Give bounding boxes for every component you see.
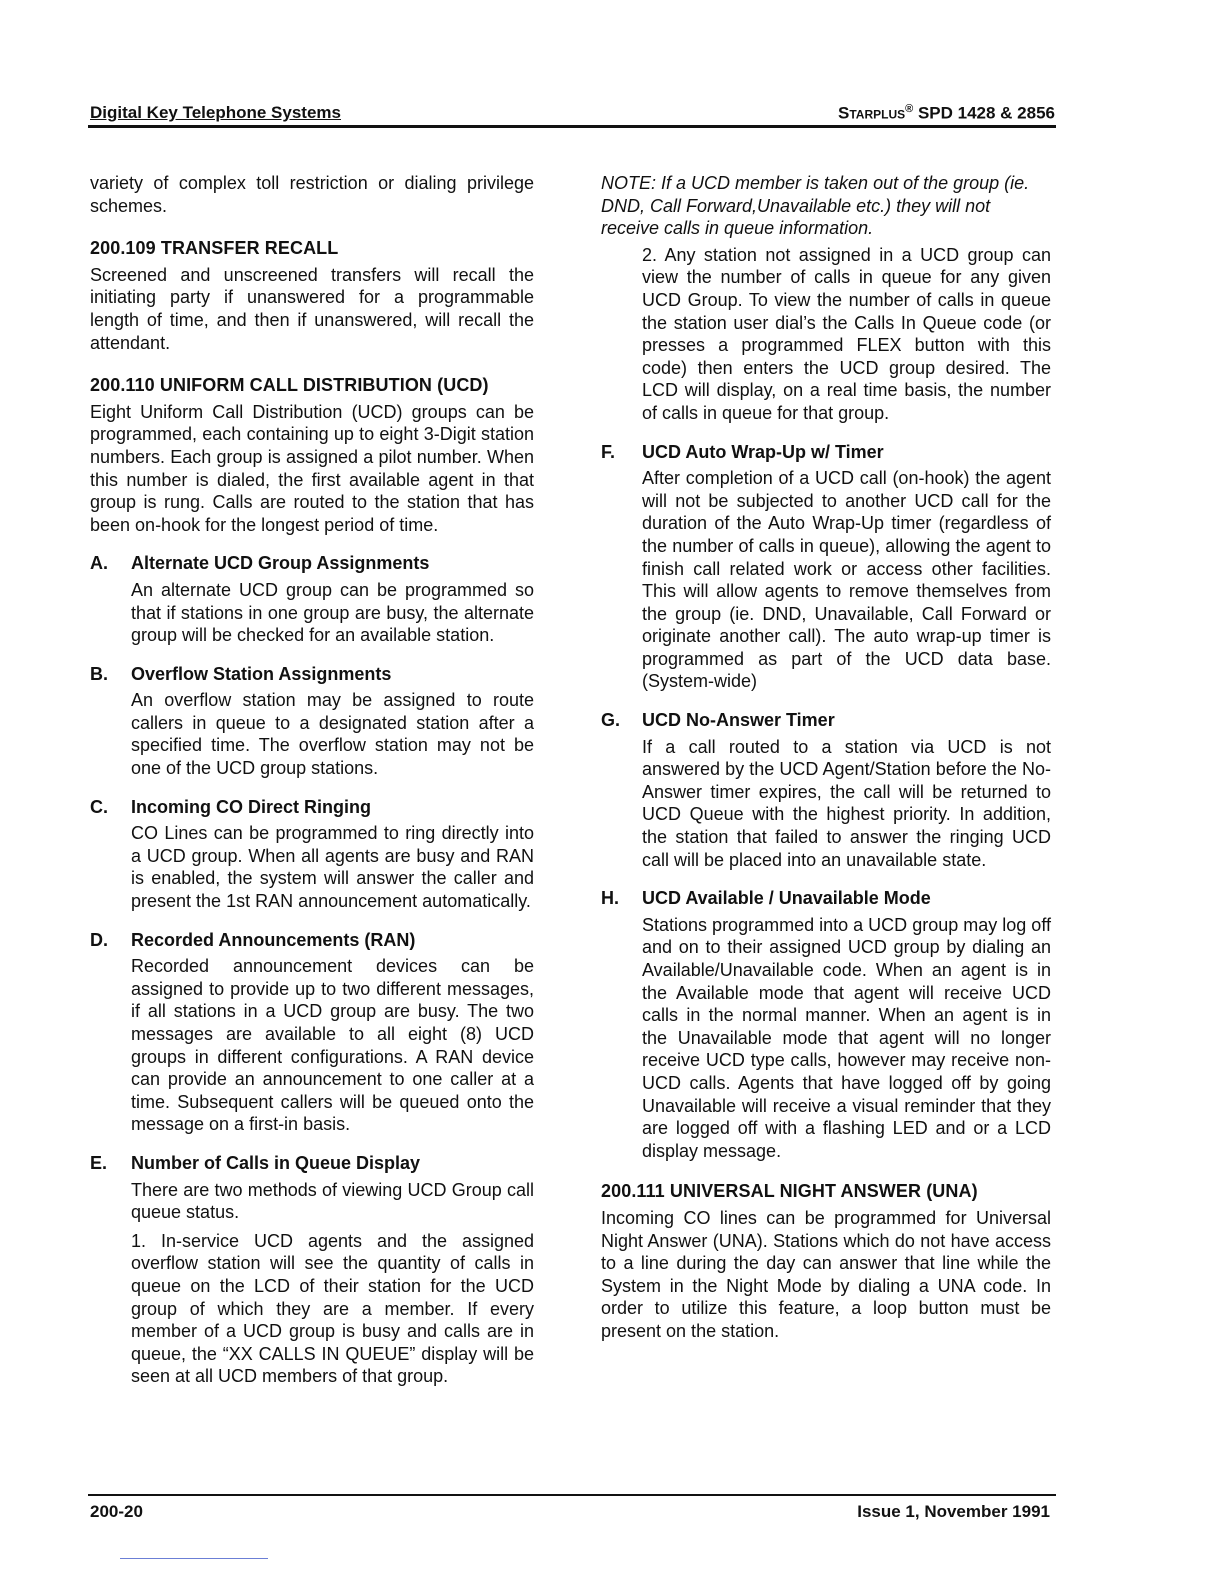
subsection-title: Incoming CO Direct Ringing xyxy=(131,796,372,817)
subsection-body: If a call routed to a station via UCD is not answered by the UCD Agent/Station before the No-Answer timer expires, the call will be returned to UCD Queue with the highest priority. In addition, the station that failed to answer the ringing UCD call will be placed into an unavailable state. xyxy=(642,736,1051,870)
subsection-a xyxy=(90,552,534,646)
subsection-title: Overflow Station Assignments xyxy=(131,663,392,684)
header-brand: Starplus xyxy=(838,103,906,123)
subsection-body: Recorded announcement devices can be assigned to provide up to two different messages, if all stations in a UCD group are busy. The two messages are available to all eight (8) UCD groups in different configurations. A RAN device can provide an announcement to one caller at a time. Subsequent callers will be queued onto the message on a first-in basis. xyxy=(131,956,534,1135)
subsection-body: An overflow station may be assigned to route callers in queue to a designated station after a specified time. The overflow station may not be one of the UCD group stations. xyxy=(131,690,534,779)
scan-artifact-line xyxy=(120,1558,268,1559)
header-rule xyxy=(88,125,1056,128)
subsection-title: Alternate UCD Group Assignments xyxy=(131,553,430,574)
right-column xyxy=(601,172,1051,1343)
subsection-body: Stations programmed into a UCD group may log off and on to their assigned UCD group by dialing an Available/Unavailable code. When an agent is in the Available mode that agent will receive UCD calls in the normal manner. When an agent is in the Unavailable mode that agent will no longer receive UCD type calls, however may receive non-UCD calls. Agents that have logged off by going Unavailable will receive a visual reminder that they are logged off with a flashing LED and or a LCD display message. xyxy=(642,914,1051,1161)
subsection-title: Recorded Announcements (RAN) xyxy=(131,929,416,950)
subsection-f xyxy=(601,441,1051,694)
subsection-letter: A. xyxy=(90,553,108,574)
subsection-letter: E. xyxy=(90,1152,108,1173)
subsection-title: Number of Calls in Queue Display xyxy=(131,1152,421,1173)
section-heading-ucd: 200.110 UNIFORM CALL DISTRIBUTION (UCD) xyxy=(90,375,489,396)
subsection-b xyxy=(90,663,534,780)
subsection-e xyxy=(90,1152,534,1388)
subsection-body: There are two methods of viewing UCD Group call queue status. xyxy=(131,1179,534,1223)
section-body-ucd: Eight Uniform Call Distribution (UCD) groups can be programmed, each containing up to eight 3-Digit station numbers. Each group is assigned a pilot number. When this number is dialed, the first available agent in that group is rung. Calls are routed to the station that has been on-hook for the longest period of time. xyxy=(90,401,534,535)
subsection-h xyxy=(601,887,1051,1162)
subsection-body: An alternate UCD group can be programmed so that if stations in one group are busy, the alternate group will be checked for an available station. xyxy=(131,579,534,646)
subsection-g xyxy=(601,709,1051,871)
page-header xyxy=(90,103,1055,125)
subsection-letter: G. xyxy=(601,710,621,731)
subsection-letter: B. xyxy=(90,663,108,684)
subsection-d xyxy=(90,929,534,1136)
left-column xyxy=(90,172,534,1388)
subsection-body-item-2: 2. Any station not assigned in a UCD group can view the number of calls in queue for any given UCD Group. To view the number of calls in queue the station user dial’s the Calls In Queue code (or presses a programmed FLEX button with this code) then enters the UCD group desired. The LCD will display, on a real time basis, the number of calls in queue for that group. xyxy=(642,244,1051,423)
header-title: Digital Key Telephone Systems xyxy=(90,103,341,122)
subsection-title: UCD Available / Unavailable Mode xyxy=(642,888,931,909)
page-number: 200-20 xyxy=(90,1502,143,1521)
header-model: SPD 1428 & 2856 xyxy=(913,103,1055,123)
subsection-letter: D. xyxy=(90,929,108,950)
subsection-c xyxy=(90,796,534,913)
note-paragraph: NOTE: If a UCD member is taken out of the group (ie. DND, Call Forward,Unavailable etc.) they will not receive calls in queue information. xyxy=(601,173,1030,239)
subsection-body: CO Lines can be programmed to ring directly into a UCD group. When all agents are busy and RAN is enabled, the system will answer the caller and present the 1st RAN announcement automatically. xyxy=(131,823,534,912)
intro-paragraph: variety of complex toll restriction or dialing privilege schemes. xyxy=(90,173,534,216)
subsection-letter: F. xyxy=(601,441,616,462)
section-body-transfer-recall: Screened and unscreened transfers will recall the initiating party if unanswered for a programmable length of time, and then if unanswered, will recall the attendant. xyxy=(90,264,534,353)
subsection-title: UCD No-Answer Timer xyxy=(642,710,835,731)
subsection-title: UCD Auto Wrap-Up w/ Timer xyxy=(642,441,884,462)
subsection-letter: H. xyxy=(601,888,619,909)
registered-mark: ® xyxy=(905,103,914,115)
header-product xyxy=(838,103,1055,124)
subsection-letter: C. xyxy=(90,796,108,817)
subsection-body-item-1: 1. In-service UCD agents and the assigned overflow station will see the quantity of calls in queue on the LCD of their station for the UCD group of which they are a member. If every member of a UCD group is busy and calls are in queue, the “XX CALLS IN QUEUE” display will be seen at all UCD members of that group. xyxy=(131,1230,534,1387)
section-body-una: Incoming CO lines can be programmed for Universal Night Answer (UNA). Stations which do not have access to a line during the day can answer that line while the System in the Night Mode by dialing a UNA code. In order to utilize this feature, a loop button must be present on the station. xyxy=(601,1207,1051,1341)
section-heading-transfer-recall: 200.109 TRANSFER RECALL xyxy=(90,238,339,259)
subsection-body: After completion of a UCD call (on-hook) the agent will not be subjected to another UCD call for the duration of the Auto Wrap-Up timer (regardless of the number of calls in queue), allowing the agent to finish call related work or access other facilities. This will allow agents to remove themselves from the group (ie. DND, Unavailable, Call Forward or originate another call). The auto wrap-up timer is programmed as part of the UCD data base. (System-wide) xyxy=(642,468,1051,692)
section-heading-una: 200.111 UNIVERSAL NIGHT ANSWER (UNA) xyxy=(601,1181,978,1202)
issue-date: Issue 1, November 1991 xyxy=(857,1502,1050,1521)
footer-rule xyxy=(88,1494,1056,1496)
